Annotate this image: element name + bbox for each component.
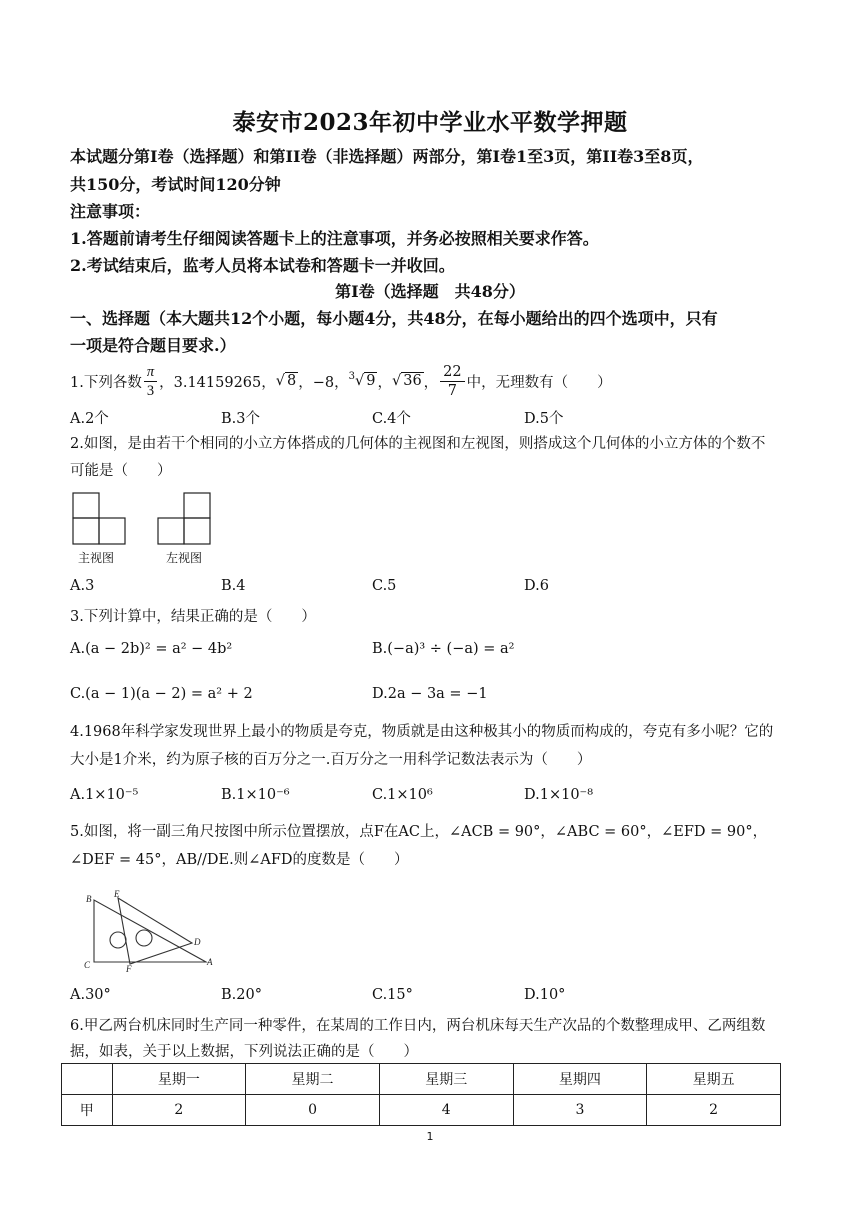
q6-data-table bbox=[61, 1063, 781, 1126]
triangle-def bbox=[118, 898, 192, 964]
q5-option-a: A.30° bbox=[70, 987, 111, 1003]
table-cell: 3 bbox=[513, 1095, 647, 1126]
question-6-line-1: 6.甲乙两台机床同时生产同一种零件，在某周的工作日内，两台机床每天生产次品的个数整理成甲、乙两组数 bbox=[70, 1018, 766, 1034]
label-f: F bbox=[126, 964, 132, 974]
q2-views-figure bbox=[70, 490, 230, 550]
part-heading-2: 一项是符合题目要求.） bbox=[70, 336, 236, 355]
table-cell: 甲 bbox=[62, 1095, 113, 1126]
q5-option-c: C.15° bbox=[372, 987, 413, 1003]
hole-right bbox=[136, 930, 152, 946]
label-a: A bbox=[207, 957, 213, 967]
table-header-cell: 星期五 bbox=[647, 1064, 781, 1095]
q1-frac2-den: 7 bbox=[447, 382, 458, 399]
front-view-label: 主视图 bbox=[78, 551, 115, 565]
question-4-line-1: 4.1968年科学家发现世界上最小的物质是夸克，物质就是由这种极其小的物质而构成的，夸克有多小呢？它的 bbox=[70, 724, 774, 740]
q1-sqrt-36: √ 36 bbox=[391, 373, 422, 389]
q1-option-d: D.5个 bbox=[524, 411, 564, 427]
left-view-label: 左视图 bbox=[166, 551, 203, 565]
q4-option-a: A.1×10⁻⁵ bbox=[70, 787, 139, 803]
q1-fraction-22-7 bbox=[440, 363, 464, 400]
q3-option-d: D.2a − 3a = −1 bbox=[372, 686, 488, 702]
question-5-line-1: 5.如图，将一副三角尺按图中所示位置摆放，点F在AC上，∠ACB = 90°，∠ABC = 60°，∠EFD = 90°， bbox=[70, 824, 768, 840]
q1-option-c: C.4个 bbox=[372, 411, 411, 427]
table-cell: 4 bbox=[379, 1095, 513, 1126]
q1-cbrt-radicand: 9 bbox=[366, 373, 376, 389]
intro-line-2: 共150分，考试时间120分钟 bbox=[70, 175, 281, 194]
q1-fraction-pi bbox=[144, 363, 157, 400]
q5-option-b: B.20° bbox=[221, 987, 262, 1003]
question-4-line-2: 大小是1介米，约为原子核的百万分之一.百万分之一用科学记数法表示为（ ） bbox=[70, 752, 592, 768]
question-1-stem bbox=[70, 358, 800, 404]
notice-1: 1.答题前请考生仔细阅读答题卡上的注意事项，并务必按照相关要求作答。 bbox=[70, 229, 599, 248]
q4-option-b: B.1×10⁻⁶ bbox=[221, 787, 290, 803]
q2-option-d: D.6 bbox=[524, 578, 549, 594]
label-d: D bbox=[194, 937, 201, 947]
table-header-cell: 星期四 bbox=[513, 1064, 647, 1095]
q1-text-3: ，−8， bbox=[298, 374, 349, 391]
q1-sqrt-8: √ 8 bbox=[275, 373, 297, 389]
notice-title: 注意事项： bbox=[70, 202, 151, 221]
hole-left bbox=[110, 932, 126, 948]
table-cell: 2 bbox=[647, 1095, 781, 1126]
q1-cbrt-9: $^3$√ 9 bbox=[348, 371, 376, 389]
question-2-line-2: 可能是（ ） bbox=[70, 463, 172, 479]
q1-sqrt-36-radicand: 36 bbox=[403, 373, 422, 389]
q5-option-d: D.10° bbox=[524, 987, 566, 1003]
q3-option-a: A.(a − 2b)² = a² − 4b² bbox=[70, 641, 233, 657]
q1-option-b: B.3个 bbox=[221, 411, 260, 427]
q1-prefix: 1.下列各数 bbox=[70, 374, 142, 391]
table-header-cell: 星期一 bbox=[112, 1064, 246, 1095]
q3-option-b: B.(−a)³ ÷ (−a) = a² bbox=[372, 641, 515, 657]
table-header-cell bbox=[62, 1064, 113, 1095]
q2-option-a: A.3 bbox=[70, 578, 95, 594]
table-row bbox=[62, 1095, 781, 1126]
q1-frac2-num: 22 bbox=[440, 363, 464, 382]
q3-option-c: C.(a − 1)(a − 2) = a² + 2 bbox=[70, 686, 253, 702]
front-view-diagram bbox=[73, 493, 125, 544]
question-5-line-2: ∠DEF = 45°，AB//DE.则∠AFD的度数是（ ） bbox=[70, 852, 409, 868]
left-view-diagram bbox=[158, 493, 210, 544]
q5-triangle-figure bbox=[80, 888, 220, 974]
table-header-cell: 星期三 bbox=[379, 1064, 513, 1095]
label-b: B bbox=[86, 894, 92, 904]
q1-suffix: 中，无理数有（ ） bbox=[466, 374, 612, 391]
q1-text-5: ， bbox=[423, 374, 439, 391]
q1-text-4: ， bbox=[377, 374, 392, 391]
question-6-line-2: 据，如表，关于以上数据，下列说法正确的是（ ） bbox=[70, 1044, 418, 1060]
question-2-line-1: 2.如图，是由若干个相同的小立方体搭成的几何体的主视图和左视图，则搭成这个几何体的小立方体的个数不 bbox=[70, 436, 766, 452]
q4-option-d: D.1×10⁻⁸ bbox=[524, 787, 594, 803]
notice-2: 2.考试结束后，监考人员将本试卷和答题卡一并收回。 bbox=[70, 256, 455, 275]
q1-cbrt-index: 3 bbox=[348, 371, 355, 383]
section-heading: 第I卷（选择题 共48分） bbox=[335, 282, 525, 301]
q1-frac1-den: 3 bbox=[146, 382, 155, 399]
table-header-cell: 星期二 bbox=[246, 1064, 380, 1095]
triangle-abc bbox=[94, 900, 206, 962]
table-cell: 2 bbox=[112, 1095, 246, 1126]
part-heading-1: 一、选择题（本大题共12个小题，每小题4分，共48分，在每小题给出的四个选项中，只有 bbox=[70, 309, 718, 328]
q1-option-a: A.2个 bbox=[70, 411, 109, 427]
q1-frac1-num: π bbox=[144, 363, 157, 382]
page-number: 1 bbox=[426, 1130, 434, 1143]
label-e: E bbox=[114, 889, 120, 899]
table-cell: 0 bbox=[246, 1095, 380, 1126]
label-c: C bbox=[84, 960, 91, 970]
q1-text-2: ，3.14159265， bbox=[159, 374, 276, 391]
intro-line-1: 本试题分第I卷（选择题）和第II卷（非选择题）两部分，第I卷1至3页，第II卷3至8页， bbox=[70, 147, 704, 166]
page-title: 泰安市2023年初中学业水平数学押题 bbox=[232, 109, 628, 136]
q1-sqrt-8-radicand: 8 bbox=[287, 373, 297, 389]
q4-option-c: C.1×10⁶ bbox=[372, 787, 433, 803]
q2-option-c: C.5 bbox=[372, 578, 397, 594]
q2-option-b: B.4 bbox=[221, 578, 246, 594]
table-header-row bbox=[62, 1064, 781, 1095]
question-3-stem: 3.下列计算中，结果正确的是（ ） bbox=[70, 609, 316, 625]
